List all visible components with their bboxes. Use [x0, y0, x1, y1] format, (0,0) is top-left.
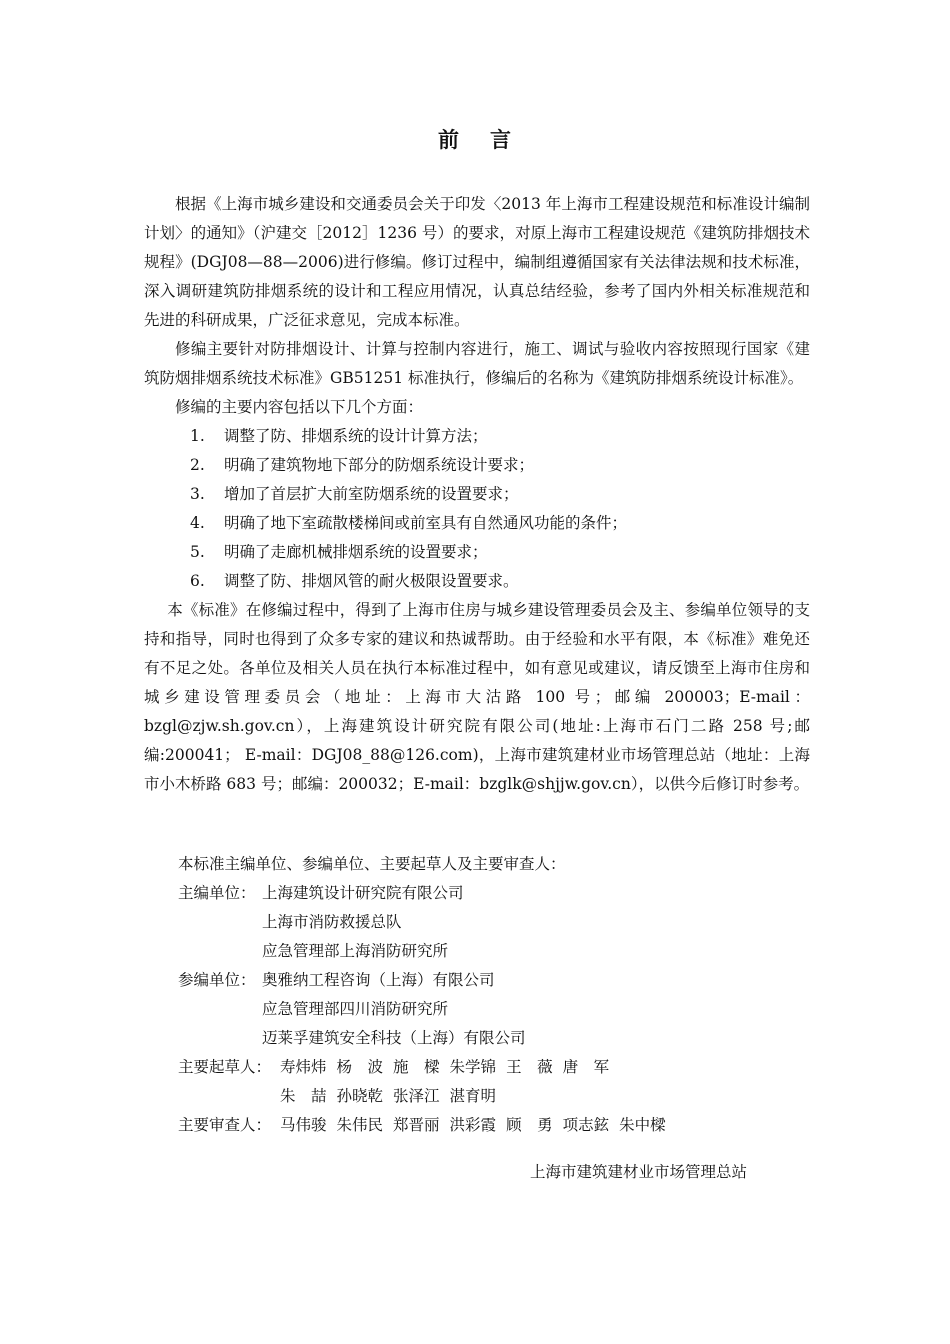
list-item: 3. 增加了首层扩大前室防烟系统的设置要求；: [190, 485, 519, 503]
page-title: [0, 124, 950, 154]
paragraph-content-intro: 修编的主要内容包括以下几个方面：: [175, 398, 424, 416]
chief-unit: 上海市消防救援总队: [262, 913, 402, 931]
participating-unit: 奥雅纳工程咨询（上海）有限公司: [262, 971, 495, 989]
participating-units-label: 参编单位：: [178, 971, 256, 989]
chief-units-label: 主编单位：: [178, 884, 256, 902]
list-item: 1. 调整了防、排烟系统的设计计算方法；: [190, 427, 488, 445]
reviewers-label: 主要审查人：: [178, 1116, 272, 1134]
credits-intro: 本标准主编单位、参编单位、主要起草人及主要审查人：: [178, 855, 566, 873]
credits-section: [178, 850, 818, 1140]
drafters-line-2: 朱 喆 孙晓乾 张泽江 湛育明: [280, 1087, 497, 1105]
title-char-2: 言: [490, 127, 512, 152]
list-item: 6. 调整了防、排烟风管的耐火极限设置要求。: [190, 572, 519, 590]
list-item: 4. 明确了地下室疏散楼梯间或前室具有自然通风功能的条件；: [190, 514, 628, 532]
list-item: 2. 明确了建筑物地下部分的防烟系统设计要求；: [190, 456, 535, 474]
list-item: 5. 明确了走廊机械排烟系统的设置要求；: [190, 543, 488, 561]
participating-unit: 迈莱孚建筑安全科技（上海）有限公司: [262, 1029, 526, 1047]
drafters-label: 主要起草人：: [178, 1058, 272, 1076]
participating-unit: 应急管理部四川消防研究所: [262, 1000, 449, 1018]
paragraph-acknowledgement: 本《标准》在修编过程中，得到了上海市住房与城乡建设管理委员会及主、参编单位领导的支持和指导，同时也得到了众多专家的建议和热诚帮助。由于经验和水平有限，本《标准》难免还有不足之处。各单位及相关人员在执行本标准过程中，如有意见或建议，请反馈至上海市住房和城乡建设管理委员会（地址：上海市大沽路 100 号；邮编 200003；E-mail：bzgl@zjw.sh.gov.cn），上海建筑设计研究院有限公司(地址:上海市石门二路 258 号;邮编:200041； E-mail：DGJ08_88@126.com)，上海市建筑建材业市场管理总站（地址：上海市小木桥路 683 号；邮编：200032；E-mail：bzglk@shjjw.gov.cn），以供今后修订时参考。: [144, 601, 810, 793]
paragraph-scope: 修编主要针对防排烟设计、计算与控制内容进行，施工、调试与验收内容按照现行国家《建筑防烟排烟系统技术标准》GB51251 标准执行，修编后的名称为《建筑防排烟系统设计标准》。: [144, 340, 810, 387]
title-char-1: 前: [438, 127, 460, 152]
chief-unit: 应急管理部上海消防研究所: [262, 942, 449, 960]
chief-unit: 上海建筑设计研究院有限公司: [262, 884, 464, 902]
drafters-line-1: 寿炜炜 杨 波 施 樑 朱学锦 王 薇 唐 军: [280, 1058, 610, 1076]
preface-body: [144, 190, 810, 799]
issuing-authority: 上海市建筑建材业市场管理总站: [530, 1163, 748, 1181]
revision-list: [144, 422, 810, 596]
reviewers-line: 马伟骏 朱伟民 郑晋丽 洪彩霞 顾 勇 项志鉉 朱中樑: [280, 1116, 666, 1134]
paragraph-basis: 根据《上海市城乡建设和交通委员会关于印发〈2013 年上海市工程建设规范和标准设计编制计划〉的通知》（沪建交［2012］1236 号）的要求，对原上海市工程建设规范《建筑防排烟技术规程》(DGJ08—88—2006)进行修编。修订过程中，编制组遵循国家有关法律法规和技术标准，深入调研建筑防排烟系统的设计和工程应用情况，认真总结经验，参考了国内外相关标准规范和先进的科研成果，广泛征求意见，完成本标准。: [144, 195, 810, 329]
